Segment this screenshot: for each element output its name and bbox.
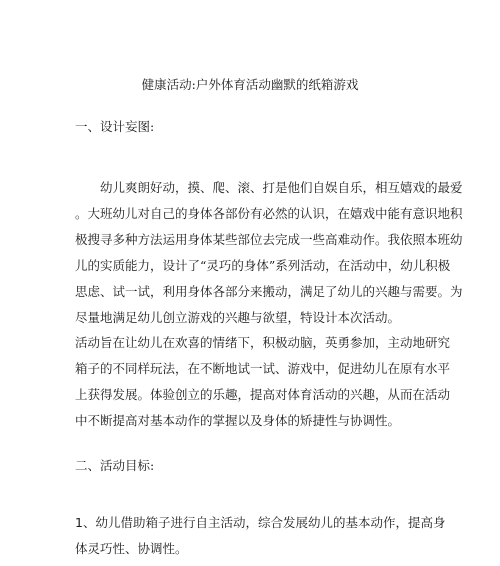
paragraph-design-intent xyxy=(75,175,463,331)
goal-item-1 xyxy=(75,510,446,562)
section-heading-design-intent: 一、设计妄图: xyxy=(75,119,155,134)
goal-number: 1、 xyxy=(75,515,96,530)
paragraph-line: 中不断提高对基本动作的掌握以及身体的矫捷性与协调性。 xyxy=(75,413,401,428)
paragraph-activity-aim xyxy=(75,330,451,434)
paragraph-line: 活动旨在让幼儿在欢喜的情绪下，积极动脑，英勇参加，主动地研究 xyxy=(75,335,451,350)
paragraph-line: 思虑、试一试，利用身体各部分来搬动，满足了幼儿的兴趣与需要。为 xyxy=(75,284,463,299)
goal-line xyxy=(75,510,446,536)
paragraph-line: 儿的实质能力，设计了“灵巧的身体”系列活动，在活动中，幼儿积极 xyxy=(75,258,451,273)
goal-text: 幼儿借助箱子进行自主活动，综合发展幼儿的基本动作，提高身 xyxy=(95,515,446,530)
paragraph-line: 极搜寻多种方法运用身体某些部位去完成一些高难动作。我依照本班幼 xyxy=(75,232,463,247)
paragraph-line: 。大班幼儿对自己的身体各部份有必然的认识，在嬉戏中能有意识地积 xyxy=(75,206,463,221)
paragraph-line: 箱子的不同样玩法，在不断地试一试、游戏中，促进幼儿在原有水平 xyxy=(75,361,451,376)
goal-line: 体灵巧性、协调性。 xyxy=(75,541,188,556)
document-title: 健康活动:户外体育活动幽默的纸箱游戏 xyxy=(141,77,359,92)
paragraph-line: 上获得发展。体验创立的乐趣，提高对体育活动的兴趣，从而在活动 xyxy=(75,387,451,402)
paragraph-line: 尽量地满足幼儿创立游戏的兴趣与欲望，特设计本次活动。 xyxy=(75,310,401,325)
paragraph-line: 幼儿爽朗好动，摸、爬、滚、打是他们自娱自乐，相互嬉戏的最爱 xyxy=(100,180,463,195)
section-heading-activity-goals: 二、活动目标: xyxy=(75,458,155,473)
